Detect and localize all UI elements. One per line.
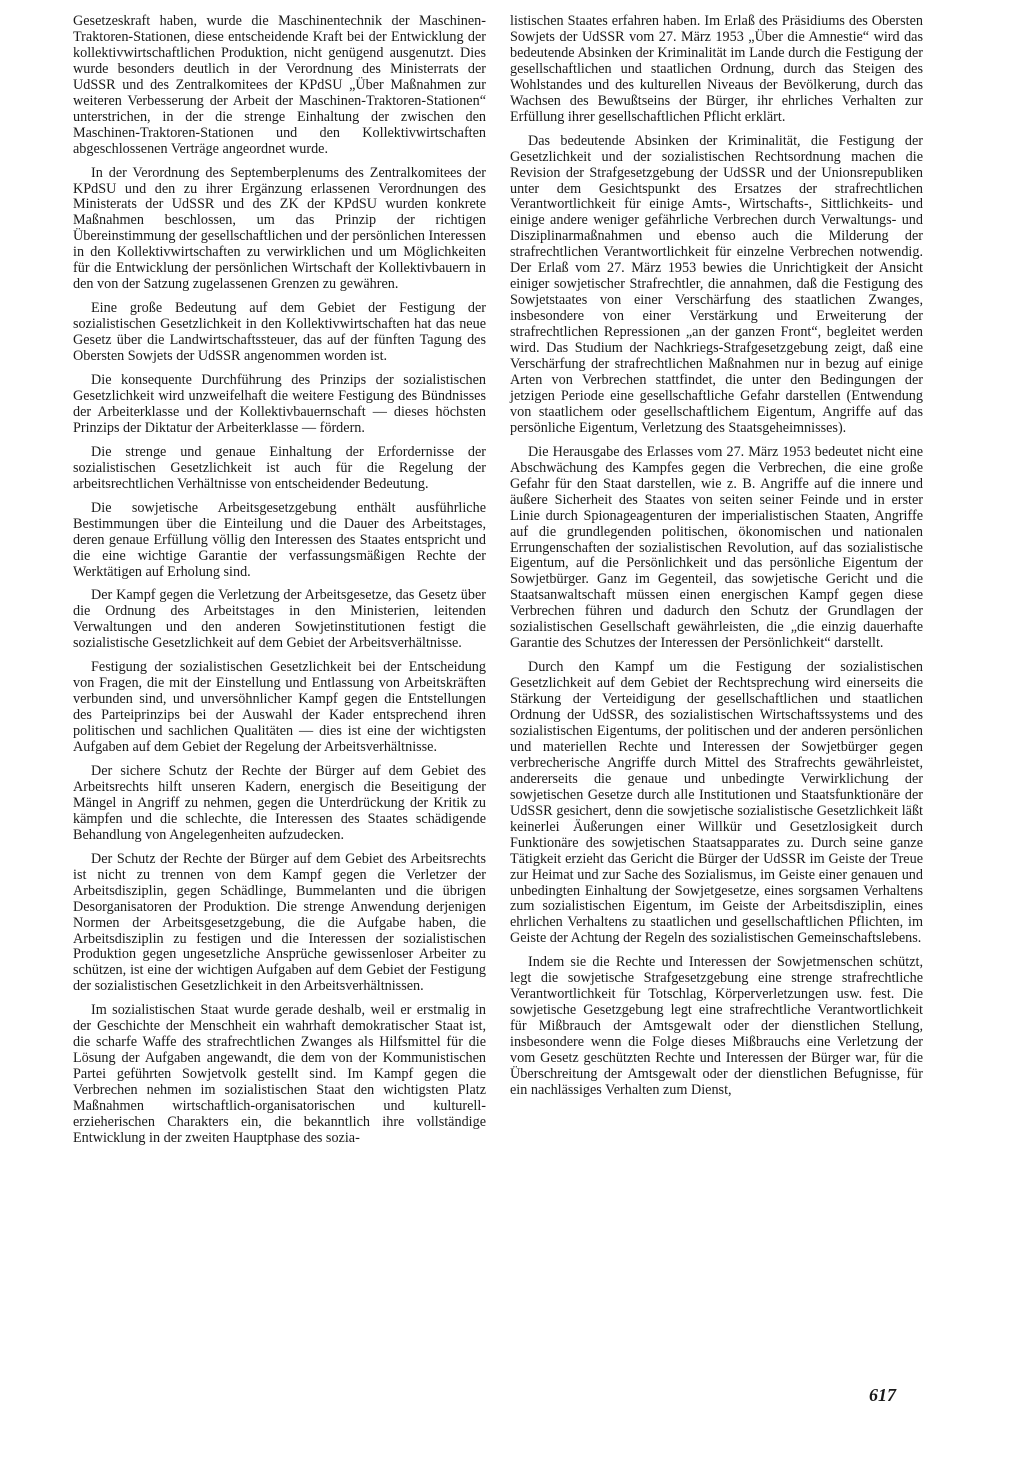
paragraph: listischen Staates erfahren haben. Im Erlaß des Präsidiums des Obersten Sowjets der UdSSR vom 27. März 1953 „Über die Amnestie“ wird das bedeutende Absinken der Kriminalität im Lande durch die Festigung der gesellschaftlichen und staatlichen Ordnung, durch das Steigen des Wohlstandes und des kulturellen Niveaus der Bevölkerung, durch das Wachsen des Bewußtseins der Bürger, ihr ehrliches Verhalten zur Erfüllung ihrer gesellschaftlichen Pflicht erklärt.: [510, 13, 923, 125]
paragraph: Die Herausgabe des Erlasses vom 27. März 1953 bedeutet nicht eine Abschwächung des Kampfes gegen die Verbrechen, die eine große Gefahr für den Staat darstellen, wie z. B. Angriffe auf die innere und äußere Sicherheit des Staates von seiten seiner Feinde und in erster Linie durch Spionageagenturen der imperialistischen Staaten, Angriffe auf die grundlegenden politischen, ökonomischen und nationalen Errungenschaften der sozialistischen Revolution, auf das sozialistische Eigentum, auf die Persönlichkeit und das persönliche Eigentum der Sowjetbürger. Ganz im Gegenteil, das sowjetische Gericht und die Staatsanwaltschaft müssen einen energischen Kampf gegen diese Verbrechen führen und dadurch den Schutz der Grundlagen der sozialistischen Gesellschaft gewährleisten, die „die einzig dauerhafte Garantie des Schutzes der Interessen der Persönlichkeit“ darstellt.: [510, 443, 923, 652]
paragraph: Die konsequente Durchführung des Prinzips der sozialistischen Gesetzlichkeit wird unzweifelhaft die weitere Festigung des Bündnisses der Arbeiterklasse und der Kollektivbauernschaft — dieses höchsten Prinzips der Diktatur der Arbeiterklasse — fördern.: [73, 372, 486, 436]
left-text-column: [73, 14, 486, 1155]
right-text-column: [510, 14, 923, 1107]
paragraph: In der Verordnung des Septemberplenums des Zentralkomitees der KPdSU und den zu ihrer Ergänzung erlassenen Verordnungen des Ministerats der UdSSR und des ZK der KPdSU wurden konkrete Maßnahmen beschlossen, um das Prinzip der richtigen Übereinstimmung der gesellschaftlichen und der persönlichen Interessen in den Kollektivwirtschaften zu verwirklichen und um Möglichkeiten für die Entwicklung der persönlichen Wirtschaft der Kollektivbauern in den von der Satzung zugelassenen Grenzen zu gewähren.: [73, 164, 486, 293]
paragraph: Durch den Kampf um die Festigung der sozialistischen Gesetzlichkeit auf dem Gebiet der Rechtsprechung wird einerseits die Stärkung der Verteidigung der gesellschaftlichen und staatlichen Ordnung der UdSSR, des sozialistischen Wirtschaftssystems und des sozialistischen Eigentums, der politischen und der anderen persönlichen und materiellen Rechte und Interessen der Sowjetbürger gegen verbrecherische Angriffe durch Mittel des Strafrechts gewährleistet, andererseits die genaue und unbedingte Verwirklichung der sowjetischen Gesetze durch alle Institutionen und Staatsfunktionäre der UdSSR gesichert, denn die sowjetische sozialistische Gesetzlichkeit läßt keinerlei Äußerungen einer Willkür und Gesetzlosigkeit durch Funktionäre des sowjetischen Staatsapparates zu. Durch seine ganze Tätigkeit erzieht das Gericht die Bürger der UdSSR im Geiste der Treue zur Heimat und zur Sache des Sozialismus, im Geiste einer genauen und unbedingten Einhaltung der Sowjetgesetze, eines sorgsamen Verhaltens zum sozialistischen Eigentum, im Geiste der Arbeitsdisziplin, eines ehrlichen Verhaltens zu staatlichen und gesellschaftlichen Pflichten, im Geiste der Achtung der Regeln des sozialistischen Gemeinschaftslebens.: [510, 659, 923, 947]
paragraph: Eine große Bedeutung auf dem Gebiet der Festigung der sozialistischen Gesetzlichkeit in den Kollektivwirtschaften hat das neue Gesetz über die Landwirtschaftssteuer, das auf der fünften Tagung des Obersten Sowjets der UdSSR angenommen worden ist.: [73, 300, 486, 365]
paragraph: Die sowjetische Arbeitsgesetzgebung enthält ausführliche Bestimmungen über die Einteilung und die Dauer des Arbeitstages, deren genaue Erfüllung völlig den Interessen des Staates entspricht und die eine wichtige Garantie der verfassungsmäßigen Rechte der Werktätigen auf Erholung sind.: [73, 499, 486, 580]
paragraph: Das bedeutende Absinken der Kriminalität, die Festigung der Gesetzlichkeit und der sozialistischen Rechtsordnung machen die Revision der Strafgesetzgebung der UdSSR und der Unionsrepubliken unter dem Gesichtspunkt des Ersatzes der strafrechtlichen Verantwortlichkeit für einige Amts-, Wirtschafts-, Sittlichkeits- und einige andere weniger gefährliche Verbrechen durch Verwaltungs- und Disziplinarmaßnahmen und ebenso auch die Milderung der strafrechtlichen Verantwortlichkeit für einzelne Verbrechen notwendig. Der Erlaß vom 27. März 1953 bewies die Unrichtigkeit der Ansicht einiger sowjetischer Strafrechtler, die annahmen, daß die Festigung des Sowjetstaates von einer Verschärfung des staatlichen Zwanges, insbesondere von einer Verstärkung und Erweiterung der strafrechtlichen Repressionen „an der ganzen Front“, begleitet werden wird. Das Studium der Nachkriegs-Strafgesetzgebung zeigt, daß eine Verschärfung der strafrechtlichen Maßnahmen nur in bezug auf einige Arten von Verbrechen stattfindet, die unter den Bedingungen der jetzigen Periode eine gesellschaftliche Gefahr darstellen (Entwendung von staatlichem oder gesellschaftlichem Eigentum, Angriffe auf das persönliche Eigentum, Verletzung des Staatsgeheimnisses).: [510, 132, 923, 436]
page-number: 617: [869, 1385, 896, 1405]
paragraph: Gesetzeskraft haben, wurde die Maschinentechnik der Maschinen-Traktoren-Stationen, diese entscheidende Kraft bei der Entwicklung der kollektivwirtschaftlichen Produktion, nicht genügend ausgenutzt. Dies wurde besonders deutlich in der Verordnung des Ministerrats der UdSSR und des Zentralkomitees der KPdSU „Über Maßnahmen zur weiteren Verbesserung der Arbeit der Maschinen-Traktoren-Stationen“ unterstrichen, in der die strenge Einhaltung der zwischen den Maschinen-Traktoren-Stationen und den Kollektivwirtschaften abgeschlossenen Verträge angeordnet wurde.: [73, 13, 486, 157]
paragraph: Die strenge und genaue Einhaltung der Erfordernisse der sozialistischen Gesetzlichkeit ist auch für die Regelung der arbeitsrechtlichen Verhältnisse von entscheidender Bedeutung.: [73, 443, 486, 492]
paragraph: Indem sie die Rechte und Interessen der Sowjetmenschen schützt, legt die sowjetische Strafgesetzgebung eine strenge strafrechtliche Verantwortlichkeit für Totschlag, Körperverletzungen usw. fest. Die sowjetische Gesetzgebung legt eine strafrechtliche Verantwortlichkeit für Mißbrauch der Amtsgewalt oder der dienstlichen Stellung, insbesondere wenn die Folge dieses Mißbrauchs eine Verletzung der vom Gesetz geschützten Rechte und Interessen der Bürger war, für die Überschreitung der Amtsgewalt oder der dienstlichen Befugnisse, für ein nachlässiges Verhalten zum Dienst,: [510, 954, 923, 1098]
paragraph: Festigung der sozialistischen Gesetzlichkeit bei der Entscheidung von Fragen, die mit der Einstellung und Entlassung von Arbeitskräften verbunden sind, und unversöhnlicher Kampf gegen die Entstellungen des Parteiprinzips bei der Auswahl der Kader entsprechend ihren politischen und sachlichen Qualitäten — dies ist eine der wichtigsten Aufgaben auf dem Gebiet der Regelung der Arbeitsverhältnisse.: [73, 659, 486, 756]
paragraph: Der Kampf gegen die Verletzung der Arbeitsgesetze, das Gesetz über die Ordnung des Arbeitstages in den Ministerien, leitenden Verwaltungen und den anderen Sowjetinstitutionen festigt die sozialistische Gesetzlichkeit auf dem Gebiet der Arbeitsverhältnisse.: [73, 587, 486, 652]
paragraph: Der sichere Schutz der Rechte der Bürger auf dem Gebiet des Arbeitsrechts hilft unseren Kadern, energisch die Beseitigung der Mängel in Angriff zu nehmen, gegen die Unterdrückung der Kritik zu kämpfen und die schlechte, die Interessen des Staates schädigende Behandlung von Angelegenheiten aufzudecken.: [73, 762, 486, 843]
paragraph: Im sozialistischen Staat wurde gerade deshalb, weil er erstmalig in der Geschichte der Menschheit ein wahrhaft demokratischer Staat ist, die scharfe Waffe des strafrechtlichen Zwanges als Hilfsmittel für die Lösung der Aufgaben angewandt, die dem von der Kommunistischen Partei geführten Sowjetvolk gestellt sind. Im Kampf gegen die Verbrechen nehmen im sozialistischen Staat den wichtigsten Platz Maßnahmen wirtschaftlich-organisatorischen und kulturell-erzieherischen Charakters ein, die bekanntlich ihre vollständige Entwicklung in der zweiten Hauptphase des sozia-: [73, 1002, 486, 1146]
paragraph: Der Schutz der Rechte der Bürger auf dem Gebiet des Arbeitsrechts ist nicht zu trennen von dem Kampf gegen die Verletzer der Arbeitsdisziplin, gegen Schädlinge, Bummelanten und die übrigen Desorganisatoren der Produktion. Die strenge Anwendung derjenigen Normen der Arbeitsgesetzgebung, die die Aufgabe haben, die Arbeitsdisziplin zu festigen und die Interessen der sozialistischen Produktion gegen ungesetzliche Ansprüche gewissenloser Arbeiter zu schützen, ist eine der wichtigen Aufgaben auf dem Gebiet der Festigung der sozialistischen Gesetzlichkeit in den Arbeitsverhältnissen.: [73, 850, 486, 995]
